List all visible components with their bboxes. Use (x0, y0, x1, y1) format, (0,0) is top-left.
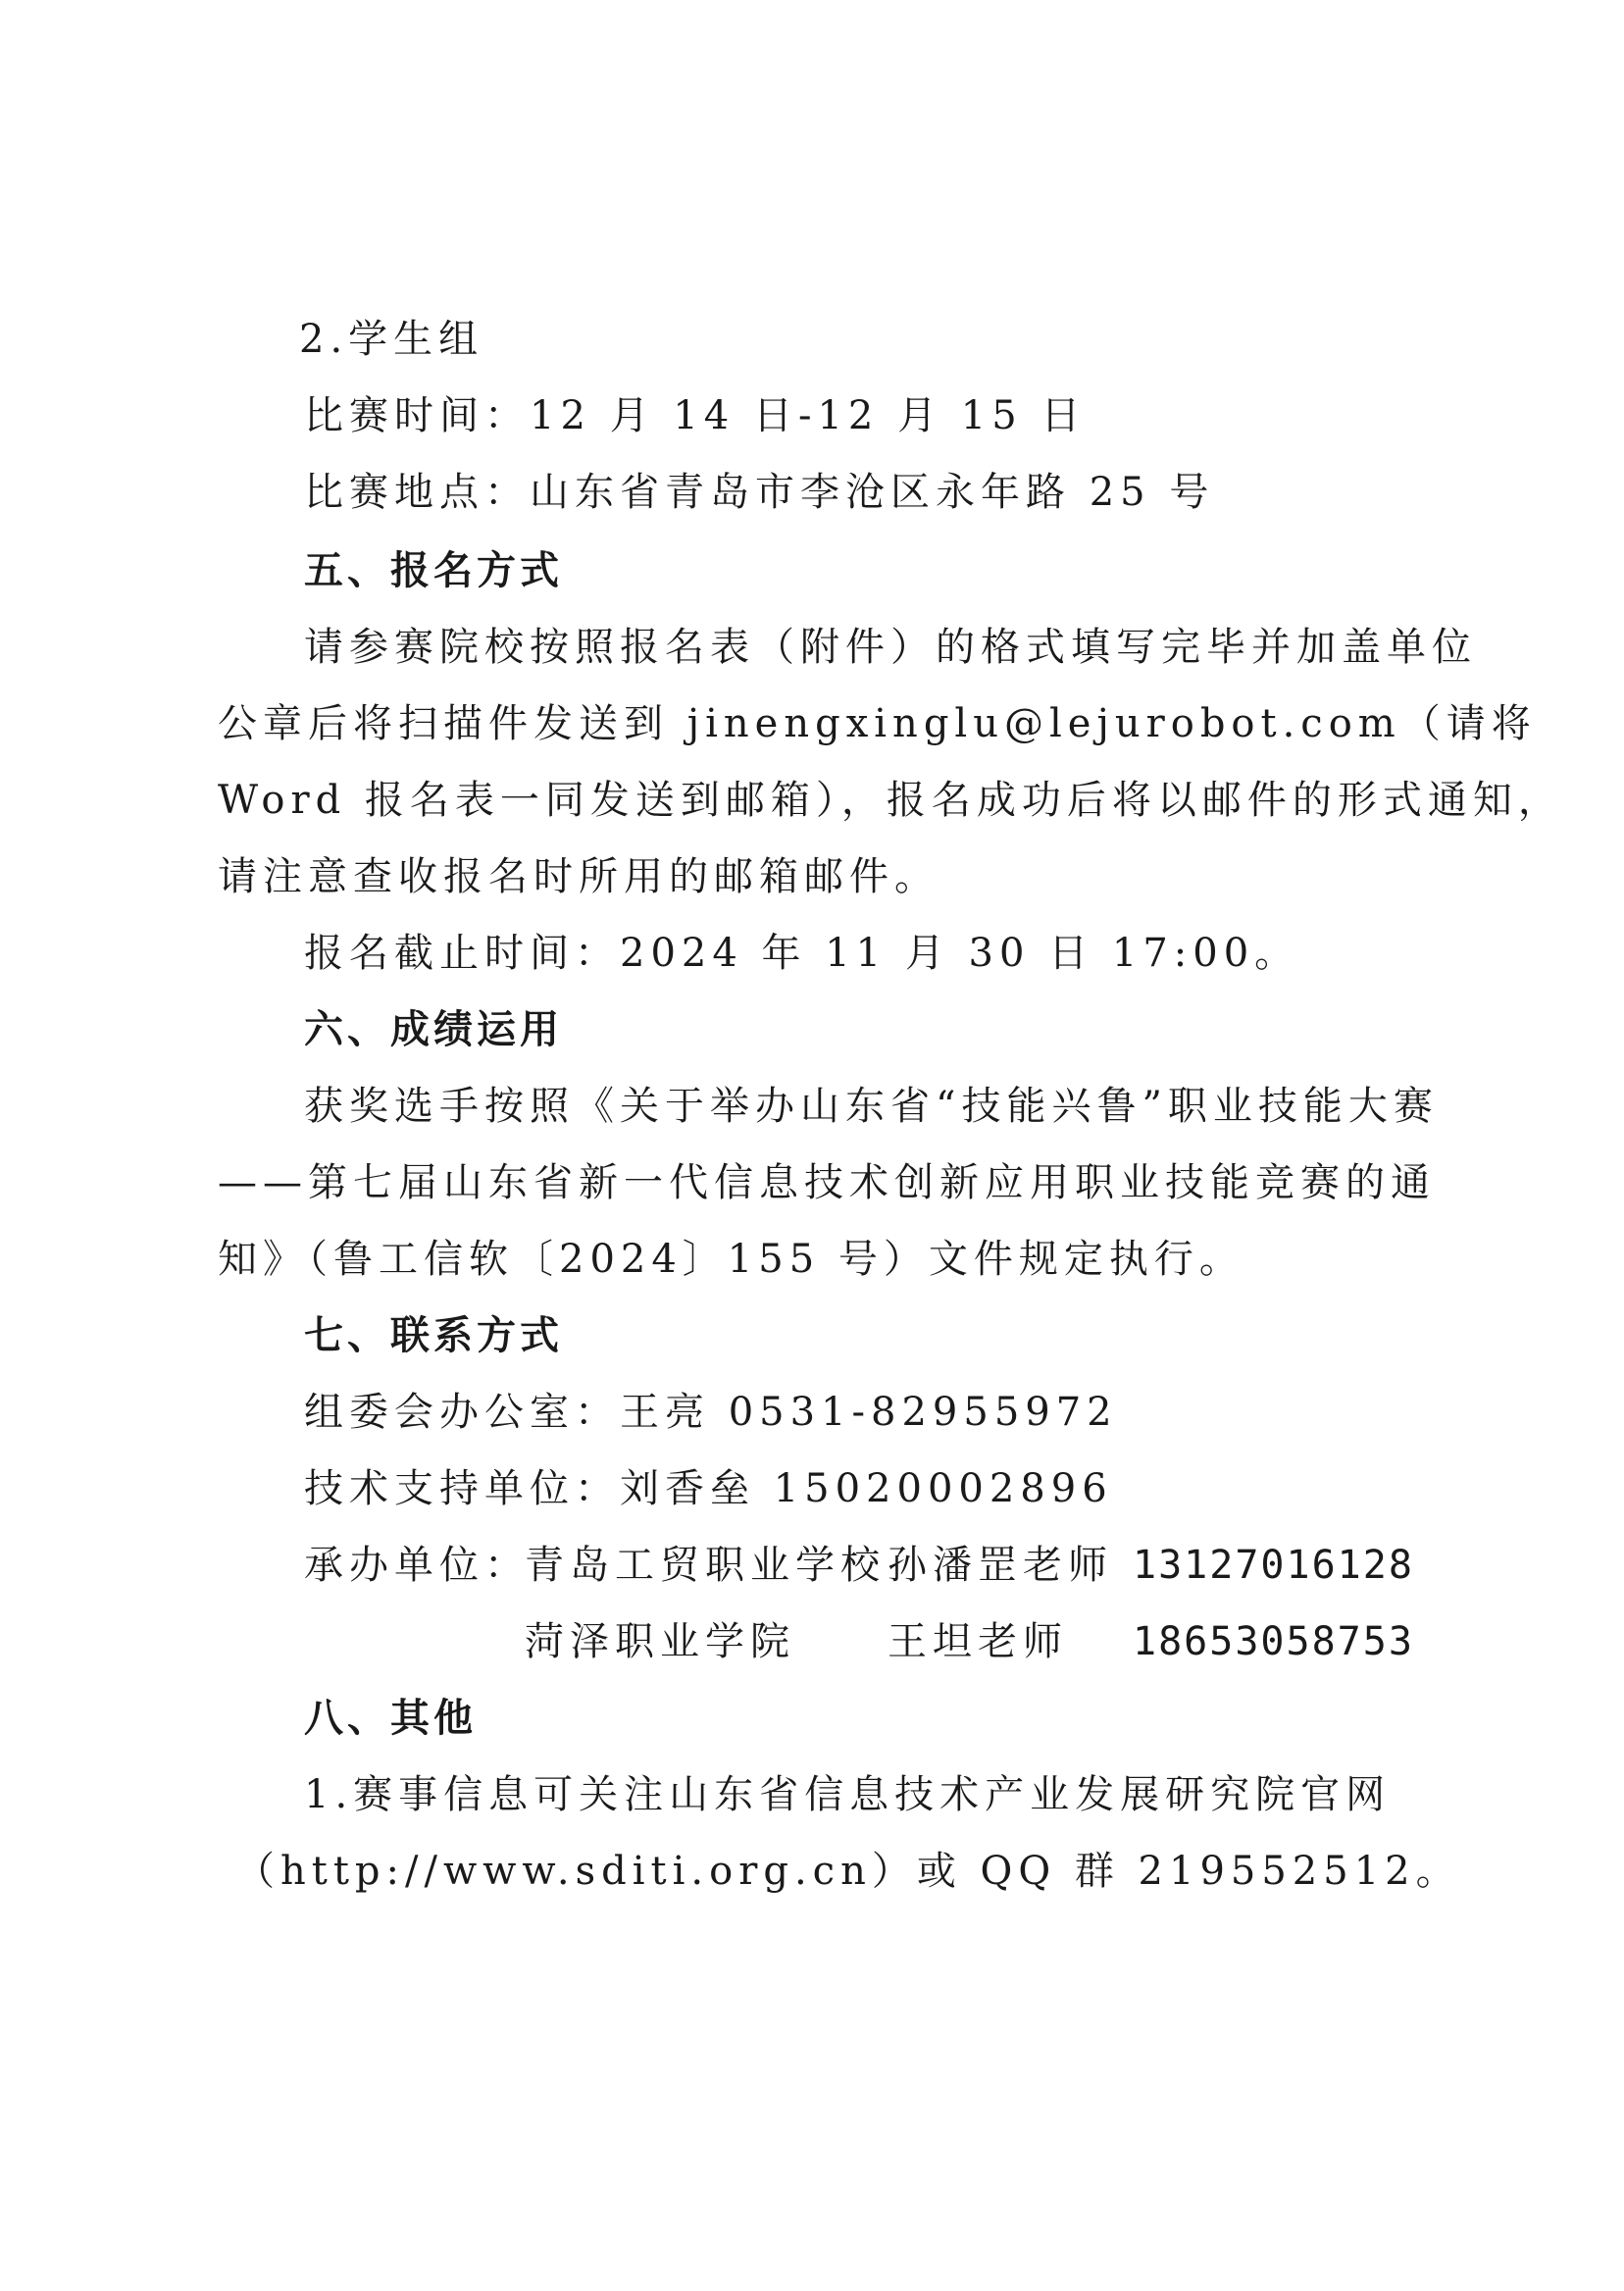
registration-deadline: 报名截止时间：2024 年 11 月 30 日 17:00。 (304, 931, 1300, 976)
organizer-unit-1: 青岛工贸职业学校 (525, 1543, 886, 1588)
section-heading-contacts: 七、联系方式 (304, 1313, 563, 1358)
other-para-line-1: 1.赛事信息可关注山东省信息技术产业发展研究院官网 (304, 1772, 1392, 1817)
section-heading-other: 八、其他 (304, 1696, 477, 1741)
organizer-unit-2: 菏泽职业学院 (525, 1619, 795, 1664)
organizer-phone-1: 13127016128 (1133, 1543, 1414, 1588)
contact-tech-support: 技术支持单位：刘香垒 15020002896 (304, 1466, 1113, 1511)
section-heading-results: 六、成绩运用 (304, 1007, 563, 1052)
competition-time: 比赛时间：12 月 14 日-12 月 15 日 (304, 393, 1087, 438)
registration-para-line-3: Word 报名表一同发送到邮箱），报名成功后将以邮件的形式通知， (218, 778, 1563, 823)
registration-para-line-1: 请参赛院校按照报名表（附件）的格式填写完毕并加盖单位 (304, 625, 1477, 670)
results-para-line-3: 知》（鲁工信软〔2024〕155 号）文件规定执行。 (218, 1237, 1244, 1282)
organizer-person-1: 孙潘罡老师 (888, 1543, 1113, 1588)
registration-para-line-2: 公章后将扫描件发送到 jinengxinglu@lejurobot.com（请将 (218, 701, 1537, 746)
section-heading-registration: 五、报名方式 (304, 548, 563, 593)
results-para-line-1: 获奖选手按照《关于举办山东省“技能兴鲁”职业技能大赛 (304, 1084, 1439, 1129)
results-para-line-2: ——第七届山东省新一代信息技术创新应用职业技能竞赛的通 (218, 1160, 1436, 1205)
student-group-title: 2.学生组 (299, 317, 484, 362)
registration-para-line-4: 请注意查收报名时所用的邮箱邮件。 (218, 854, 939, 899)
organizer-label: 承办单位： (304, 1543, 530, 1588)
other-para-line-2: （http://www.sditi.org.cn）或 QQ 群 219552512。 (235, 1849, 1461, 1894)
organizer-person-2: 王坦老师 (888, 1619, 1068, 1664)
competition-place: 比赛地点：山东省青岛市李沧区永年路 25 号 (304, 470, 1215, 515)
contact-committee: 组委会办公室：王亮 0531-82955972 (304, 1390, 1118, 1435)
organizer-phone-2: 18653058753 (1133, 1619, 1414, 1664)
